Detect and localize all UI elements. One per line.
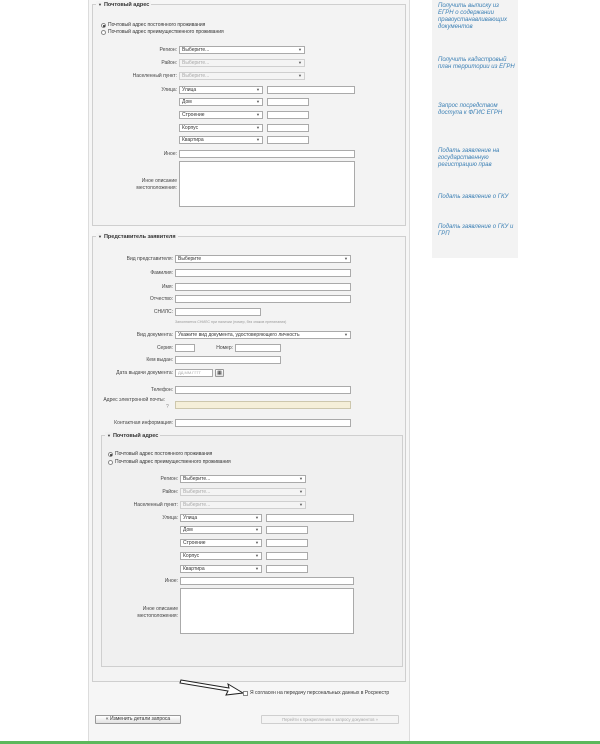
region-value: Выберите... (182, 47, 210, 53)
surname-label: Фамилия: (150, 270, 173, 276)
flat-type-value-bottom: Квартира (183, 566, 205, 572)
doc-type-select[interactable] (175, 331, 351, 339)
link-egrn-extract-documents[interactable]: Получить выписку из ЕГРН о содержании правоустанавливающих документов (438, 3, 507, 30)
collapse-triangle-icon: ▼ (98, 234, 102, 239)
street-type-value-bottom: Улица (183, 515, 198, 521)
number-label: Номер: (216, 345, 233, 351)
chevron-down-icon: ▼ (299, 476, 303, 481)
radio-permanent[interactable] (101, 23, 106, 28)
link-fgis-egrn-access[interactable]: Запрос посредством доступа к ФГИС ЕГРН (438, 103, 503, 116)
flat-type-select-bottom[interactable] (180, 565, 262, 573)
postal-address-legend-bottom-text: Почтовый адрес (112, 433, 159, 439)
block-input-bottom[interactable] (266, 552, 308, 560)
district-value-bottom: Выберите... (183, 489, 211, 495)
description-textarea-bottom[interactable] (180, 588, 354, 634)
chevron-down-icon: ▼ (255, 515, 259, 520)
block-type-select[interactable] (179, 124, 263, 132)
rep-type-select[interactable] (175, 255, 351, 263)
chevron-down-icon: ▼ (255, 527, 259, 532)
house-type-value-bottom: Дом (183, 527, 193, 533)
surname-input[interactable] (175, 269, 351, 277)
chevron-down-icon: ▼ (256, 99, 260, 104)
locality-label: Населенный пункт: (132, 73, 177, 79)
number-input[interactable] (235, 344, 281, 352)
name-input[interactable] (175, 283, 351, 291)
collapse-triangle-icon: ▼ (107, 433, 111, 438)
other-input[interactable] (179, 150, 355, 158)
street-type-select-bottom[interactable] (180, 514, 262, 522)
radio-permanent-row[interactable] (101, 22, 205, 29)
district-label-bottom: Район: (162, 489, 178, 495)
other-label: Иное: (163, 151, 177, 157)
flat-input[interactable] (267, 136, 309, 144)
name-label: Имя: (161, 284, 173, 290)
block-input[interactable] (267, 124, 309, 132)
building-type-select-bottom[interactable] (180, 539, 262, 547)
locality-select-bottom[interactable] (180, 501, 306, 509)
district-select-bottom[interactable] (180, 488, 306, 496)
flat-input-bottom[interactable] (266, 565, 308, 573)
chevron-down-icon: ▼ (298, 47, 302, 52)
radio-temporary-label-bottom: Почтовый адрес преимущественного проживания (115, 459, 231, 465)
postal-address-legend[interactable] (96, 1, 151, 9)
chevron-down-icon: ▼ (344, 332, 348, 337)
chevron-down-icon: ▼ (255, 566, 259, 571)
representative-legend[interactable] (96, 233, 178, 241)
postal-address-fieldset-bottom (101, 435, 403, 667)
region-select[interactable] (179, 46, 305, 54)
region-label-bottom: Регион: (160, 476, 178, 482)
chevron-down-icon: ▼ (256, 125, 260, 130)
radio-temporary[interactable] (101, 30, 106, 35)
description-label: Иное описание местоположения: (136, 178, 177, 191)
question-icon[interactable]: ? (166, 404, 169, 410)
chevron-down-icon: ▼ (298, 60, 302, 65)
radio-temporary-bottom[interactable] (108, 460, 113, 465)
description-textarea[interactable] (179, 161, 355, 207)
postal-address-legend-bottom[interactable] (105, 432, 160, 440)
house-type-select-bottom[interactable] (180, 526, 262, 534)
chevron-down-icon: ▼ (256, 87, 260, 92)
phone-label: Телефон: (150, 387, 173, 393)
proceed-to-attachments-button[interactable]: Перейти к прикреплению к запросу документов » (261, 715, 399, 724)
street-input-bottom[interactable] (266, 514, 354, 522)
phone-input[interactable] (175, 386, 351, 394)
email-input[interactable] (175, 401, 351, 409)
postal-address-legend-text: Почтовый адрес (103, 2, 150, 8)
chevron-down-icon: ▼ (344, 256, 348, 261)
doc-type-value: Укажите вид документа, удостоверяющего личность (178, 332, 300, 338)
district-select[interactable] (179, 59, 305, 67)
street-type-select[interactable] (179, 86, 263, 94)
issue-date-placeholder: ДД.ММ.ГГГГ (178, 370, 201, 375)
region-select-bottom[interactable] (180, 475, 306, 483)
series-label: Серия: (156, 345, 173, 351)
change-request-details-button[interactable]: « Изменить детали запроса (95, 715, 181, 724)
postal-address-fieldset-top (92, 4, 406, 226)
other-label-bottom: Иное: (164, 578, 178, 584)
radio-temporary-row[interactable] (101, 29, 224, 36)
building-input-bottom[interactable] (266, 539, 308, 547)
description-label-bottom: Иное описание местоположения: (137, 606, 178, 619)
issue-date-input[interactable] (175, 369, 213, 377)
radio-permanent-row-bottom[interactable] (108, 451, 212, 458)
locality-select[interactable] (179, 72, 305, 80)
region-value-bottom: Выберите... (183, 476, 211, 482)
contact-label: Контактная информация: (114, 420, 173, 426)
locality-label-bottom: Населенный пункт: (133, 502, 178, 508)
block-type-select-bottom[interactable] (180, 552, 262, 560)
patronymic-input[interactable] (175, 295, 351, 303)
street-input[interactable] (267, 86, 355, 94)
building-type-value-bottom: Строение (183, 540, 206, 546)
house-input-bottom[interactable] (266, 526, 308, 534)
snils-input[interactable] (175, 308, 261, 316)
calendar-button[interactable] (215, 369, 224, 377)
house-type-select[interactable] (179, 98, 263, 106)
chevron-down-icon: ▼ (256, 137, 260, 142)
chevron-down-icon: ▼ (299, 489, 303, 494)
locality-value: Выберите... (182, 73, 210, 79)
house-input[interactable] (267, 98, 309, 106)
service-links-sidebar (432, 0, 518, 258)
street-label: Улица: (161, 87, 177, 93)
snils-hint: Заполняется СНИЛС при наличии (номер, без знаков препинания) (175, 320, 287, 324)
flat-type-value: Квартира (182, 137, 204, 143)
building-type-select[interactable] (179, 111, 263, 119)
patronymic-label: Отчество: (149, 296, 173, 302)
rep-type-label: Вид представителя: (126, 256, 173, 262)
chevron-down-icon: ▼ (256, 112, 260, 117)
doc-type-label: Вид документа: (136, 332, 173, 338)
consent-label: Я согласен на передачу персональных данных в Росреестр (250, 690, 390, 696)
region-label: Регион: (159, 47, 177, 53)
snils-label: СНИЛС: (153, 309, 173, 315)
street-label-bottom: Улица: (162, 515, 178, 521)
series-input[interactable] (175, 344, 195, 352)
representative-fieldset (92, 236, 406, 682)
radio-permanent-bottom[interactable] (108, 452, 113, 457)
consent-checkbox[interactable] (243, 691, 248, 696)
rep-type-value: Выберите (178, 256, 202, 262)
link-cadastral-plan[interactable]: Получить кадастровый план территории из ЕГРН (438, 57, 515, 70)
link-state-registration[interactable]: Подать заявление на государственную регистрацию прав (438, 148, 500, 168)
radio-temporary-row-bottom[interactable] (108, 459, 231, 466)
arrow-pointer-icon (179, 676, 245, 696)
radio-permanent-label-bottom: Почтовый адрес постоянного проживания (115, 451, 213, 457)
other-input-bottom[interactable] (180, 577, 354, 585)
contact-input[interactable] (175, 419, 351, 427)
block-type-value: Корпус (182, 125, 199, 131)
chevron-down-icon: ▼ (255, 540, 259, 545)
chevron-down-icon: ▼ (255, 553, 259, 558)
radio-temporary-label: Почтовый адрес преимущественного проживания (108, 29, 224, 35)
collapse-triangle-icon: ▼ (98, 2, 102, 7)
issued-by-input[interactable] (175, 356, 281, 364)
radio-permanent-label: Почтовый адрес постоянного проживания (108, 22, 206, 28)
street-type-value: Улица (182, 87, 197, 93)
email-label: Адрес электронной почты: (103, 397, 165, 403)
chevron-down-icon: ▼ (299, 502, 303, 507)
link-gku-grp-application[interactable]: Подать заявление о ГКУ и ГРП (438, 224, 514, 237)
house-type-value: Дом (182, 99, 192, 105)
calendar-icon: ▦ (217, 370, 222, 376)
locality-value-bottom: Выберите... (183, 502, 211, 508)
link-gku-application[interactable]: Подать заявление о ГКУ (438, 194, 509, 200)
flat-type-select[interactable] (179, 136, 263, 144)
building-type-value: Строение (182, 112, 205, 118)
chevron-down-icon: ▼ (298, 73, 302, 78)
issued-by-label: Кем выдан: (146, 357, 173, 363)
issue-date-label: Дата выдачи документа: (116, 370, 173, 376)
building-input[interactable] (267, 111, 309, 119)
district-label: Район: (161, 60, 177, 66)
district-value: Выберите... (182, 60, 210, 66)
representative-legend-text: Представитель заявителя (103, 234, 176, 240)
request-form (88, 0, 410, 741)
block-type-value-bottom: Корпус (183, 553, 200, 559)
